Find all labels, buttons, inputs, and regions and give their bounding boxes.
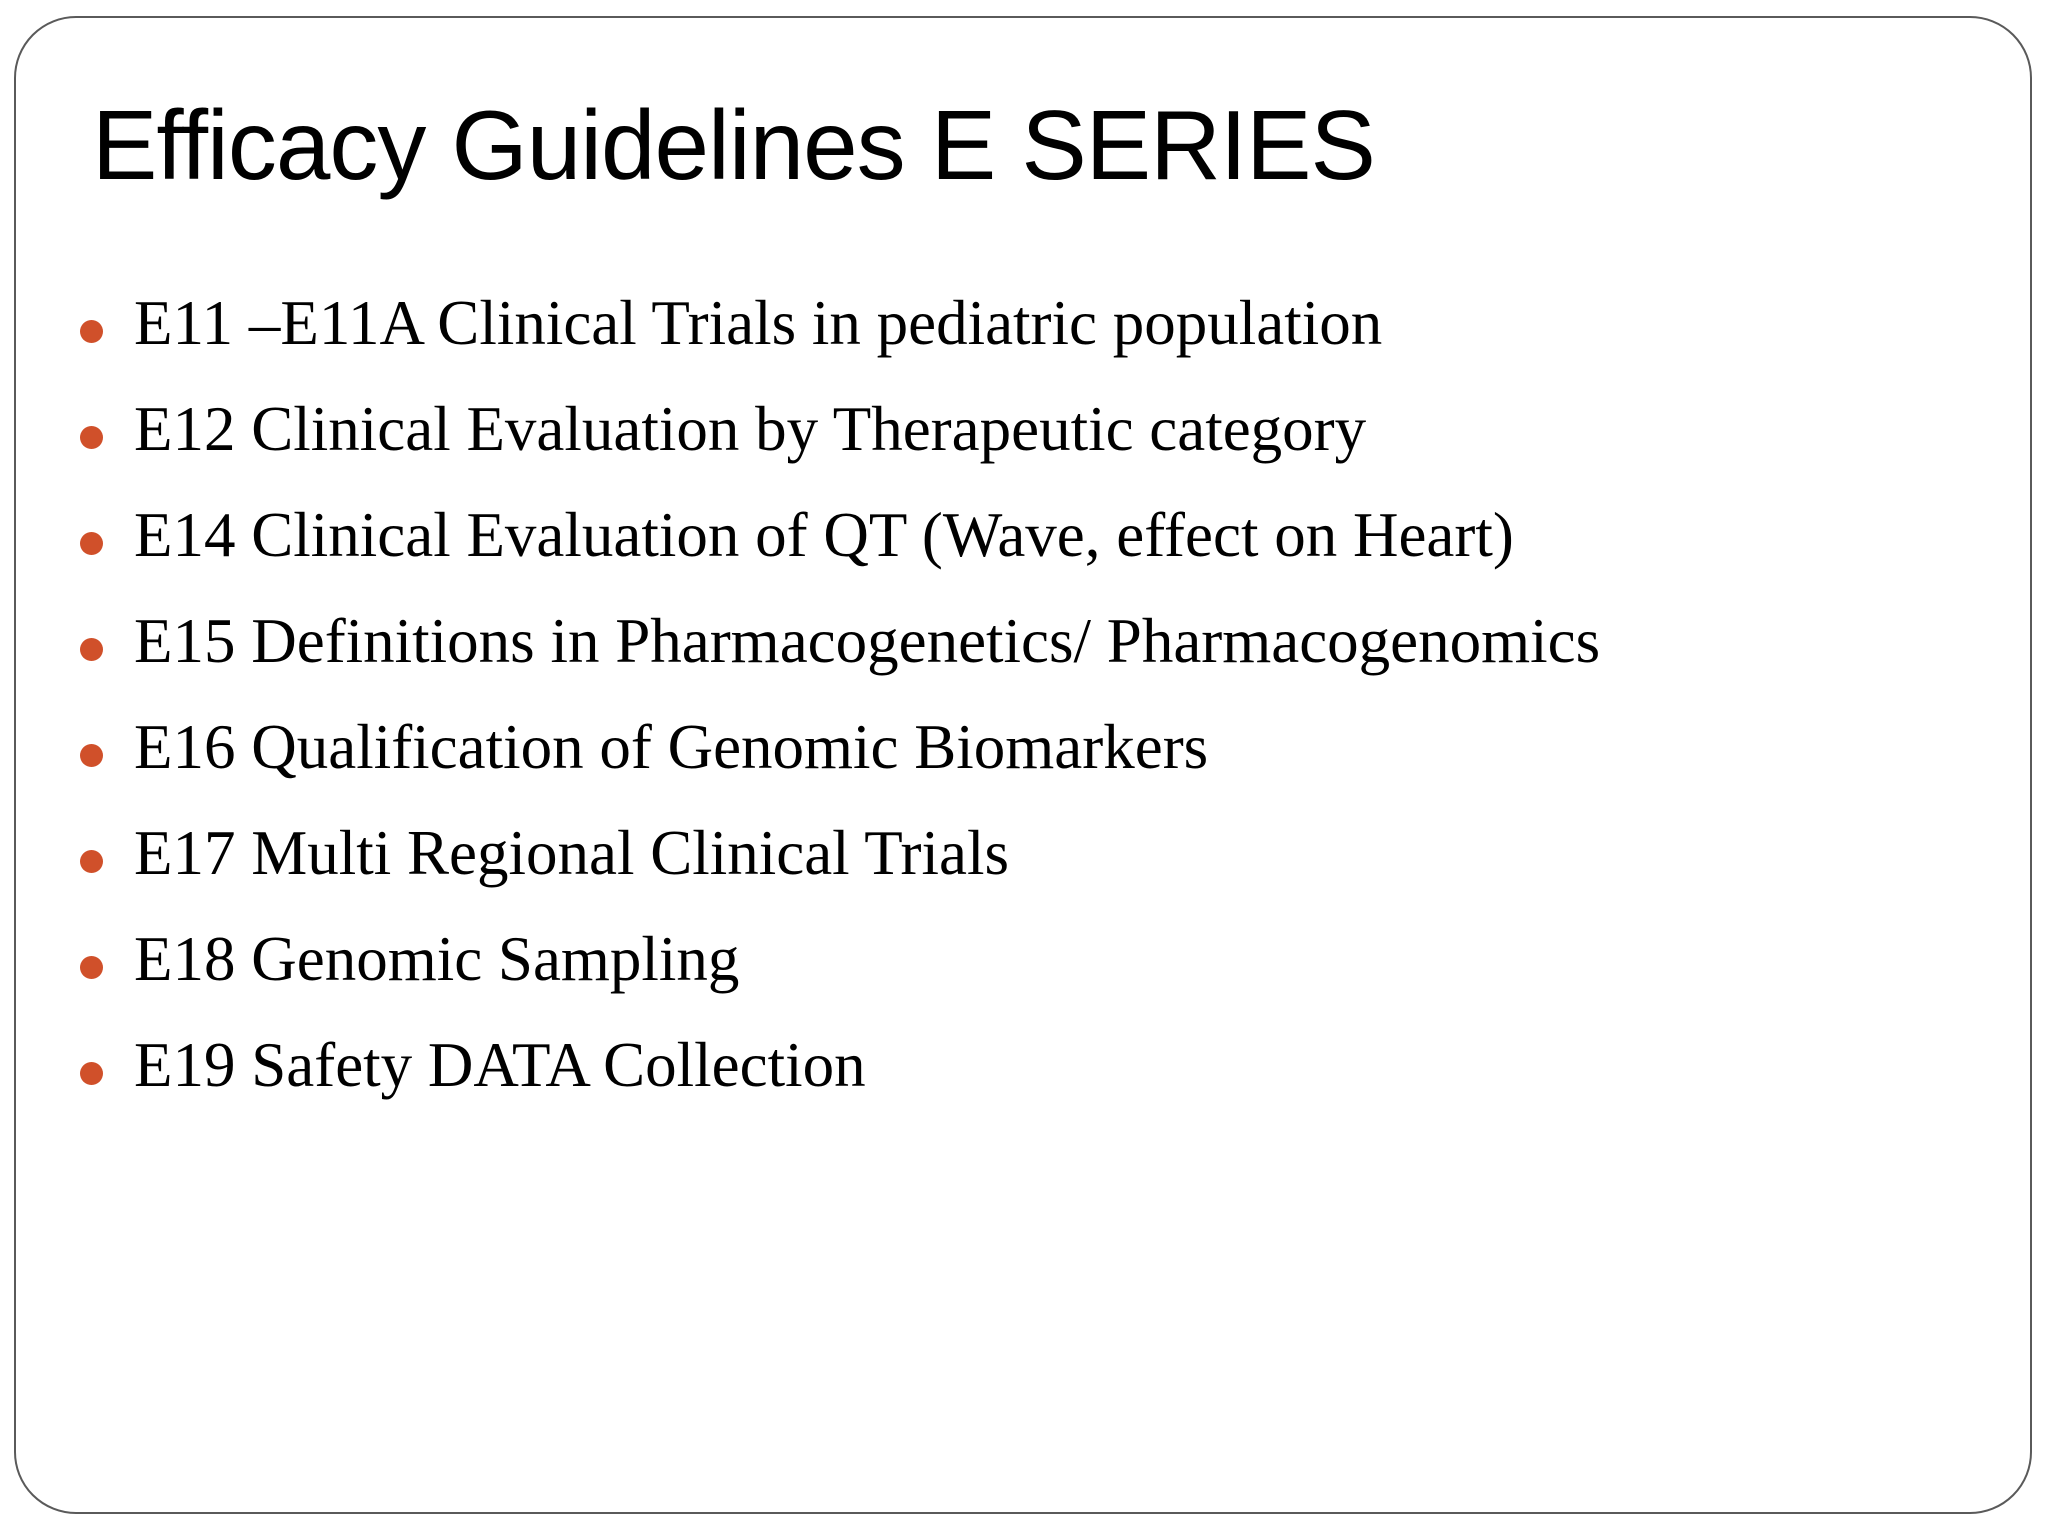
bullet-dot-icon — [80, 956, 103, 979]
bullet-text: E17 Multi Regional Clinical Trials — [134, 818, 1010, 888]
bullet-text: E11 –E11A Clinical Trials in pediatric population — [134, 288, 1383, 358]
slide-frame — [14, 16, 2032, 1514]
bullet-text: E18 Genomic Sampling — [134, 924, 740, 994]
bullet-text: E12 Clinical Evaluation by Therapeutic category — [134, 394, 1367, 464]
bullet-text: E15 Definitions in Pharmacogenetics/ Pharmacogenomics — [134, 606, 1601, 676]
bullet-dot-icon — [80, 532, 103, 555]
bullet-dot-icon — [80, 1062, 103, 1085]
bullet-dot-icon — [80, 850, 103, 873]
bullet-dot-icon — [80, 744, 103, 767]
bullet-text: E19 Safety DATA Collection — [134, 1030, 866, 1100]
bullet-text: E16 Qualification of Genomic Biomarkers — [134, 712, 1209, 782]
bullet-dot-icon — [80, 426, 103, 449]
bullet-dot-icon — [80, 638, 103, 661]
bullet-text: E14 Clinical Evaluation of QT (Wave, effect on Heart) — [134, 500, 1514, 570]
slide-title: Efficacy Guidelines E SERIES — [92, 90, 1375, 200]
bullet-dot-icon — [80, 320, 103, 343]
